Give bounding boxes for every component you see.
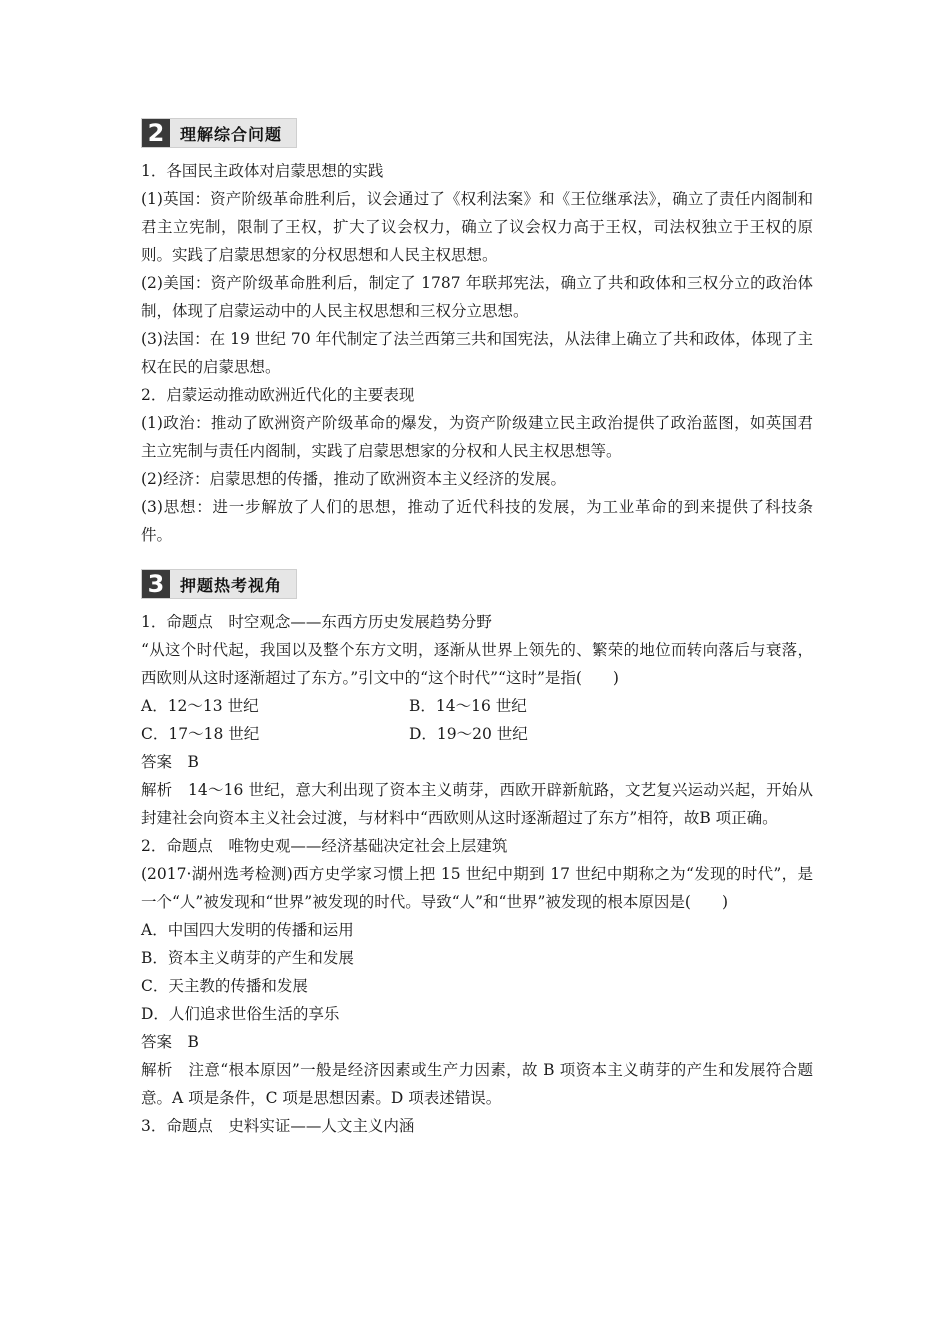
q1-options [141, 692, 813, 748]
q1-option-a: A．12～13 世纪 [141, 697, 259, 715]
q2-option-d: D．人们追求世俗生活的享乐 [141, 1005, 340, 1023]
document-page [141, 118, 813, 1140]
q1-stem: “从这个时代起，我国以及整个东方文明，逐渐从世界上领先的、繁荣的地位而转向落后与衰落，西欧则从这时逐渐超过了东方。”引文中的“这个时代”“这时”是指( ) [141, 641, 813, 687]
section-2-title: 理解综合问题 [180, 124, 283, 144]
section-3-header [141, 569, 297, 599]
s2-heading-2: 2．启蒙运动推动欧洲近代化的主要表现 [141, 386, 415, 404]
q2-option-c: C．天主教的传播和发展 [141, 977, 308, 995]
s2-para-us: (2)美国：资产阶级革命胜利后，制定了 1787 年联邦宪法，确立了共和政体和三权分立的政治体制，体现了启蒙运动中的人民主权思想和三权分立思想。 [141, 274, 813, 320]
section-2-header [141, 118, 297, 148]
q1-answer: 答案 B [141, 753, 199, 771]
q2-option-b: B．资本主义萌芽的产生和发展 [141, 949, 354, 967]
q3-heading: 3．命题点 史料实证——人文主义内涵 [141, 1117, 415, 1135]
section-3-number-badge: 3 [142, 570, 170, 598]
s2-para-economy: (2)经济：启蒙思想的传播，推动了欧洲资本主义经济的发展。 [141, 470, 566, 488]
q1-option-c: C．17～18 世纪 [141, 725, 260, 743]
q2-stem: (2017·湖州选考检测)西方史学家习惯上把 15 世纪中期到 17 世纪中期称之为“发现的时代”，是一个“人”被发现和“世界”被发现的时代。导致“人”和“世界”被发现的根本原因是( ) [141, 865, 813, 911]
q1-heading: 1．命题点 时空观念——东西方历史发展趋势分野 [141, 613, 492, 631]
s2-para-uk: (1)英国：资产阶级革命胜利后，议会通过了《权利法案》和《王位继承法》，确立了责任内阁制和君主立宪制，限制了王权，扩大了议会权力，确立了议会权力高于王权，司法权独立于王权的原则。实践了启蒙思想家的分权思想和人民主权思想。 [141, 190, 813, 264]
q2-analysis: 解析 注意“根本原因”一般是经济因素或生产力因素，故 B 项资本主义萌芽的产生和发展符合题意。A 项是条件，C 项是思想因素。D 项表述错误。 [141, 1061, 813, 1107]
q2-answer: 答案 B [141, 1033, 199, 1051]
q2-heading: 2．命题点 唯物史观——经济基础决定社会上层建筑 [141, 837, 508, 855]
section-2-number-badge: 2 [142, 119, 170, 147]
s2-para-fr: (3)法国：在 19 世纪 70 年代制定了法兰西第三共和国宪法，从法律上确立了共和政体，体现了主权在民的启蒙思想。 [141, 330, 813, 376]
s2-para-politics: (1)政治：推动了欧洲资产阶级革命的爆发，为资产阶级建立民主政治提供了政治蓝图，如英国君主立宪制与责任内阁制，实践了启蒙思想家的分权和人民主权思想等。 [141, 414, 813, 460]
q1-option-b: B．14～16 世纪 [409, 697, 527, 715]
q2-option-a: A．中国四大发明的传播和运用 [141, 921, 354, 939]
section-3-title: 押题热考视角 [180, 575, 283, 595]
q1-option-d: D．19～20 世纪 [409, 725, 528, 743]
q1-analysis: 解析 14～16 世纪，意大利出现了资本主义萌芽，西欧开辟新航路，文艺复兴运动兴起，开始从封建社会向资本主义社会过渡，与材料中“西欧则从这时逐渐超过了东方”相符，故B 项正确。 [141, 781, 813, 827]
s2-para-thought: (3)思想：进一步解放了人们的思想，推动了近代科技的发展，为工业革命的到来提供了科技条件。 [141, 498, 813, 544]
s2-heading-1: 1．各国民主政体对启蒙思想的实践 [141, 162, 384, 180]
